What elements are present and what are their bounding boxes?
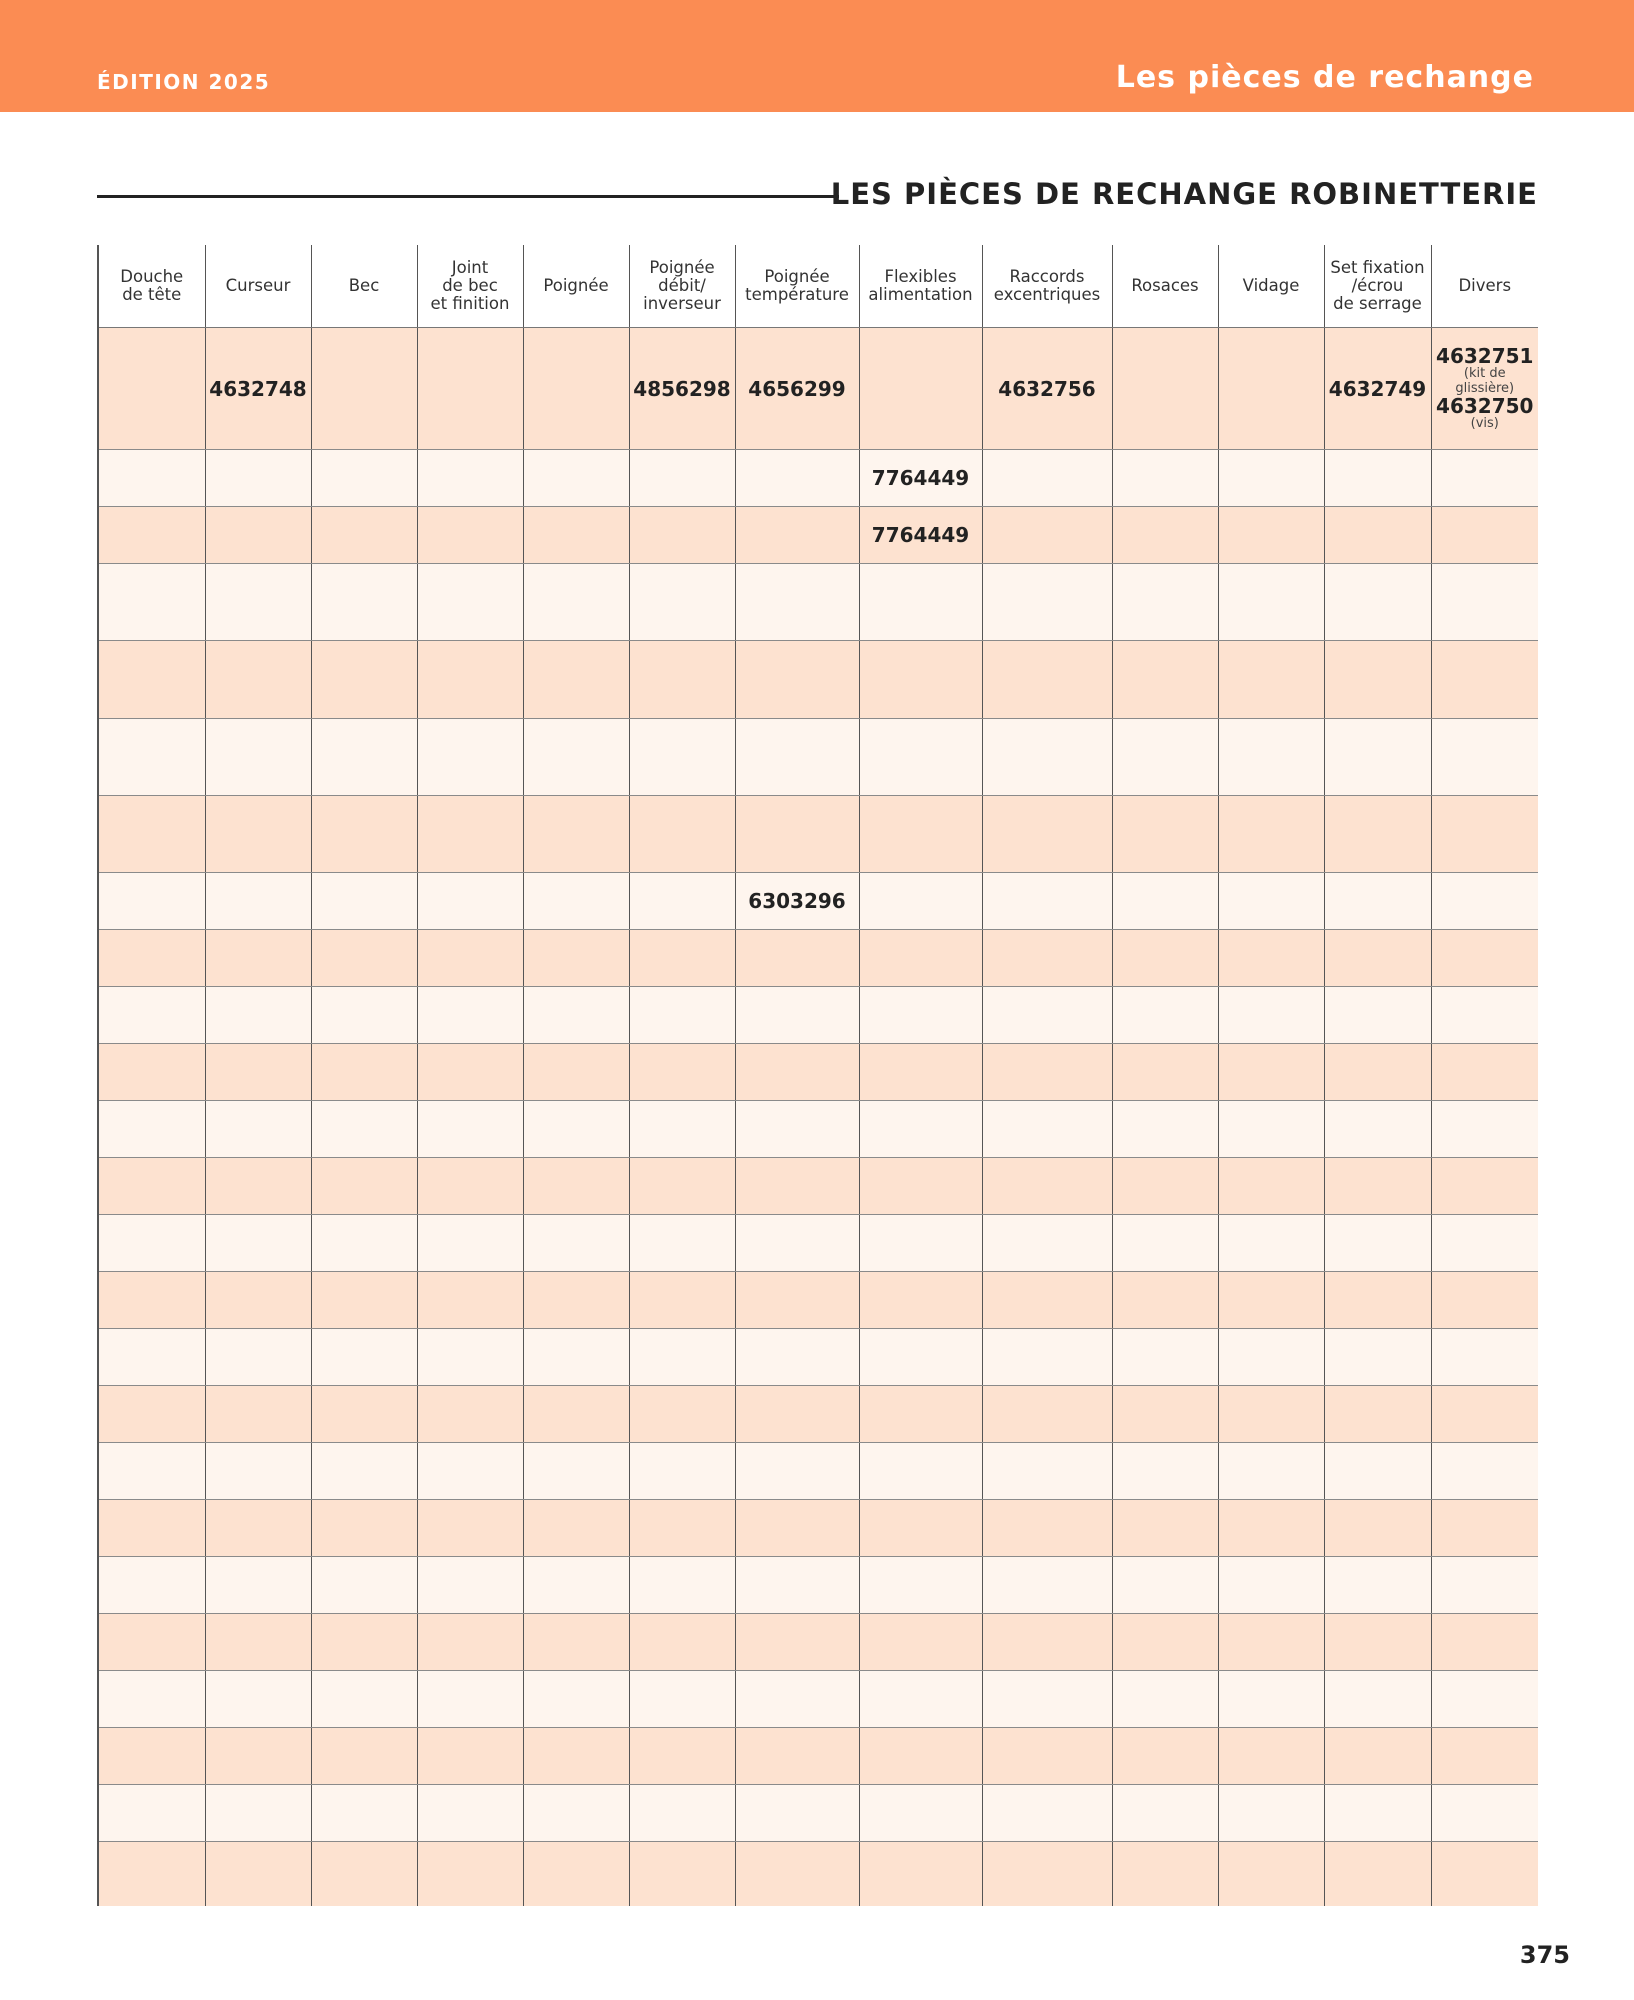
table-row xyxy=(98,1728,1538,1785)
spare-parts-table xyxy=(97,245,1538,1906)
table-cell: 7764449 xyxy=(859,450,982,507)
table-row xyxy=(98,641,1538,719)
table-cell xyxy=(1218,507,1324,564)
table-cell xyxy=(523,450,629,507)
table-row xyxy=(98,1671,1538,1728)
table-cell xyxy=(1324,507,1431,564)
table-cell-divers xyxy=(1431,328,1538,450)
col-header-flexibles: Flexibles alimentation xyxy=(859,245,982,328)
table-cell xyxy=(98,450,205,507)
table-cell: 7764449 xyxy=(859,507,982,564)
divers-ref-vis: 4632750 xyxy=(1436,394,1534,418)
table-cell xyxy=(982,450,1112,507)
table-cell xyxy=(859,328,982,450)
table-row xyxy=(98,987,1538,1044)
table-cell: 4856298 xyxy=(629,328,735,450)
table-cell xyxy=(523,873,629,930)
section-title: LES PIÈCES DE RECHANGE ROBINETTERIE xyxy=(830,177,1538,211)
table-cell xyxy=(859,873,982,930)
table-cell xyxy=(1431,507,1538,564)
table-cell xyxy=(311,873,417,930)
table-row xyxy=(98,1785,1538,1842)
col-header-set-fixation: Set fixation /écrou de serrage xyxy=(1324,245,1431,328)
table-cell xyxy=(311,450,417,507)
table-row xyxy=(98,796,1538,873)
table-row xyxy=(98,328,1538,450)
table-cell xyxy=(1431,873,1538,930)
table-cell: 4632748 xyxy=(205,328,311,450)
table-row xyxy=(98,1044,1538,1101)
table-cell: 6303296 xyxy=(735,873,859,930)
table-cell xyxy=(735,450,859,507)
table-cell xyxy=(629,507,735,564)
table-row xyxy=(98,1557,1538,1614)
table-row xyxy=(98,1215,1538,1272)
table-cell xyxy=(1218,328,1324,450)
table-cell xyxy=(629,450,735,507)
table-cell xyxy=(205,507,311,564)
table-row xyxy=(98,1329,1538,1386)
table-row xyxy=(98,1842,1538,1906)
table-cell xyxy=(205,450,311,507)
table-cell xyxy=(205,873,311,930)
table-cell: 4632756 xyxy=(982,328,1112,450)
table-row xyxy=(98,1443,1538,1500)
header-title: Les pièces de rechange xyxy=(1115,60,1534,95)
page-number: 375 xyxy=(1519,1941,1570,1969)
table-cell xyxy=(1218,450,1324,507)
table-row xyxy=(98,564,1538,641)
table-cell xyxy=(311,507,417,564)
table-header-row xyxy=(98,245,1538,328)
table-cell xyxy=(1112,873,1218,930)
divers-ref-kit: 4632751 xyxy=(1436,344,1534,368)
table-cell: 4632749 xyxy=(1324,328,1431,450)
table-row xyxy=(98,1158,1538,1215)
table-cell xyxy=(1324,873,1431,930)
col-header-divers: Divers xyxy=(1431,245,1538,328)
table-cell xyxy=(98,507,205,564)
table-cell xyxy=(1218,873,1324,930)
table-cell xyxy=(98,873,205,930)
table-cell xyxy=(629,873,735,930)
table-cell xyxy=(1112,450,1218,507)
table-cell xyxy=(523,507,629,564)
col-header-joint-de-bec: Joint de bec et finition xyxy=(417,245,523,328)
table-row xyxy=(98,450,1538,507)
table-cell xyxy=(982,873,1112,930)
divers-note-vis: (vis) xyxy=(1470,416,1499,431)
table-cell xyxy=(417,328,523,450)
table-cell xyxy=(982,507,1112,564)
table-cell xyxy=(417,873,523,930)
table-row xyxy=(98,1614,1538,1671)
table-cell: 4656299 xyxy=(735,328,859,450)
divers-note-kit-2: glissière) xyxy=(1455,381,1515,396)
table-row xyxy=(98,719,1538,796)
table-cell xyxy=(311,328,417,450)
divers-note-kit-1: (kit de xyxy=(1463,366,1506,381)
col-header-rosaces: Rosaces xyxy=(1112,245,1218,328)
table-cell xyxy=(1112,507,1218,564)
col-header-curseur: Curseur xyxy=(205,245,311,328)
table-row xyxy=(98,873,1538,930)
col-header-vidage: Vidage xyxy=(1218,245,1324,328)
table-row xyxy=(98,1272,1538,1329)
table-row xyxy=(98,930,1538,987)
col-header-raccords: Raccords excentriques xyxy=(982,245,1112,328)
table-cell xyxy=(523,328,629,450)
table-cell xyxy=(1431,450,1538,507)
table-cell xyxy=(417,450,523,507)
col-header-poignee-debit: Poignée débit/ inverseur xyxy=(629,245,735,328)
table-cell xyxy=(98,328,205,450)
col-header-douche-de-tete: Douche de tête xyxy=(98,245,205,328)
section-divider xyxy=(97,195,839,198)
header-banner xyxy=(0,0,1634,112)
table-cell xyxy=(735,507,859,564)
col-header-bec: Bec xyxy=(311,245,417,328)
table-cell xyxy=(1324,450,1431,507)
table-cell xyxy=(1112,328,1218,450)
table-row xyxy=(98,1386,1538,1443)
table-row xyxy=(98,1101,1538,1158)
col-header-poignee: Poignée xyxy=(523,245,629,328)
col-header-poignee-temperature: Poignée température xyxy=(735,245,859,328)
table-cell xyxy=(417,507,523,564)
table-row xyxy=(98,1500,1538,1557)
edition-label: ÉDITION 2025 xyxy=(97,70,271,94)
table-row xyxy=(98,507,1538,564)
